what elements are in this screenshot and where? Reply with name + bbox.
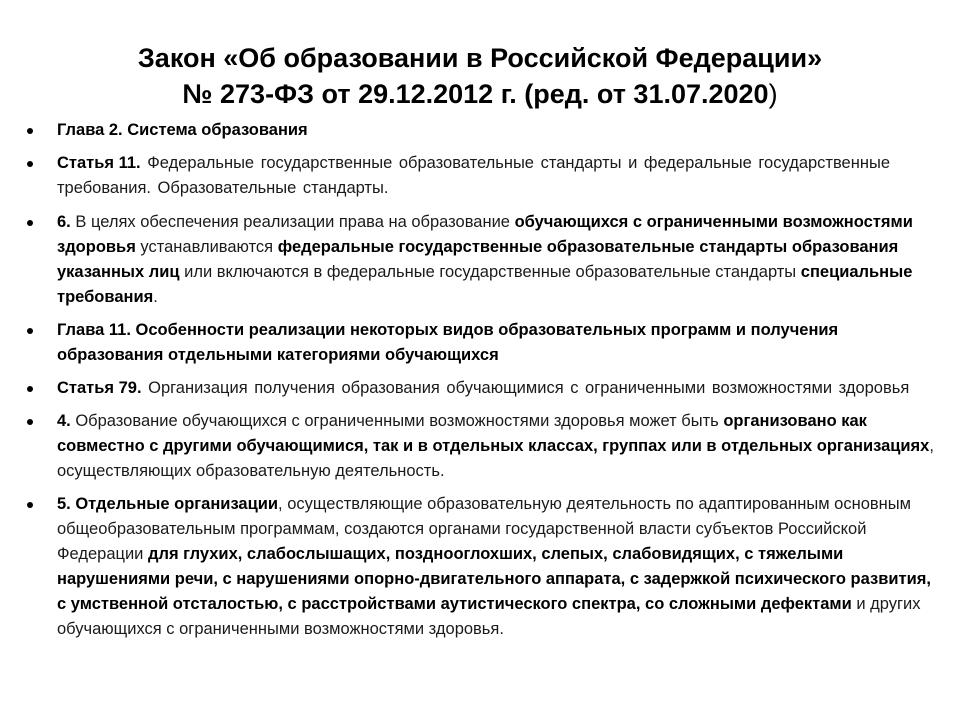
title-line-2 (0, 76, 960, 112)
clause-text: и других обучающихся с ограниченными возможностями здоровья. (57, 595, 921, 638)
list-item (24, 318, 934, 368)
clause-text: , осуществляющие образовательную деятельность по адаптированным основным общеобразовательным программам, создаются органами государственной власти субъектов Российской Федерации (57, 495, 911, 563)
slide-title (0, 40, 960, 112)
list-item (24, 492, 934, 642)
clause-bold-text: обучающихся с ограниченными возможностями здоровья (57, 213, 913, 256)
clause-text: Образование обучающихся с ограниченными возможностями здоровья может быть (70, 412, 724, 430)
clause-bold-text: специальные требования (57, 263, 913, 306)
article-number: Статья 11. (57, 154, 141, 172)
bullet-icon (27, 128, 33, 134)
article-text: Федеральные государственные образовательные стандарты и федеральные государственные требования. Образовательные стандарты. (57, 154, 890, 197)
list-item (24, 151, 934, 201)
clause-number: 6. (57, 213, 71, 231)
list-item (24, 409, 934, 484)
clause-text: . (153, 288, 158, 306)
title-line-2-main: № 273-ФЗ от 29.12.2012 г. (ред. от 31.07.2020 (182, 79, 769, 109)
list-item (24, 210, 934, 310)
list-item (24, 376, 934, 401)
chapter-heading: Глава 2. Система образования (57, 121, 308, 139)
bullet-icon (27, 386, 33, 392)
chapter-heading: Глава 11. Особенности реализации некоторых видов образовательных программ и получения образования отдельными категориями обучающихся (57, 321, 839, 364)
bullet-icon (27, 161, 33, 167)
bullet-list (24, 118, 934, 650)
bullet-icon (27, 328, 33, 334)
clause-bold-text: федеральные государственные образовательные стандарты образования указанных лиц (57, 238, 899, 281)
clause-text: В целях обеспечения реализации права на образование (70, 213, 515, 231)
list-item (24, 118, 934, 143)
clause-number: 4. (57, 412, 71, 430)
title-line-2-paren: ) (768, 79, 778, 109)
article-text: Организация получения образования обучающимися с ограниченными возможностями здоровья (141, 379, 910, 397)
clause-bold-text: организовано как совместно с другими обучающимися, так и в отдельных классах, группах или в отдельных организациях (57, 412, 930, 455)
bullet-icon (27, 419, 33, 425)
title-line-1: Закон «Об образовании в Российской Федерации» (137, 43, 823, 73)
clause-bold-text: для глухих, слабослышащих, позднооглохших, слепых, слабовидящих, с тяжелыми нарушениями речи, с нарушениями опорно-двигательного аппарата, с задержкой психического развития, с умственной отсталостью, с расстройствами аутистического спектра, со сложными дефектами (57, 545, 931, 613)
bullet-icon (27, 220, 33, 226)
clause-text: , осуществляющих образовательную деятельность. (57, 437, 934, 480)
clause-text: устанавливаются (135, 238, 278, 256)
clause-text: или включаются в федеральные государственные образовательные стандарты (179, 263, 801, 281)
article-number: Статья 79. (57, 379, 142, 397)
bullet-icon (27, 502, 33, 508)
clause-number: 5. Отдельные организации (57, 495, 279, 513)
